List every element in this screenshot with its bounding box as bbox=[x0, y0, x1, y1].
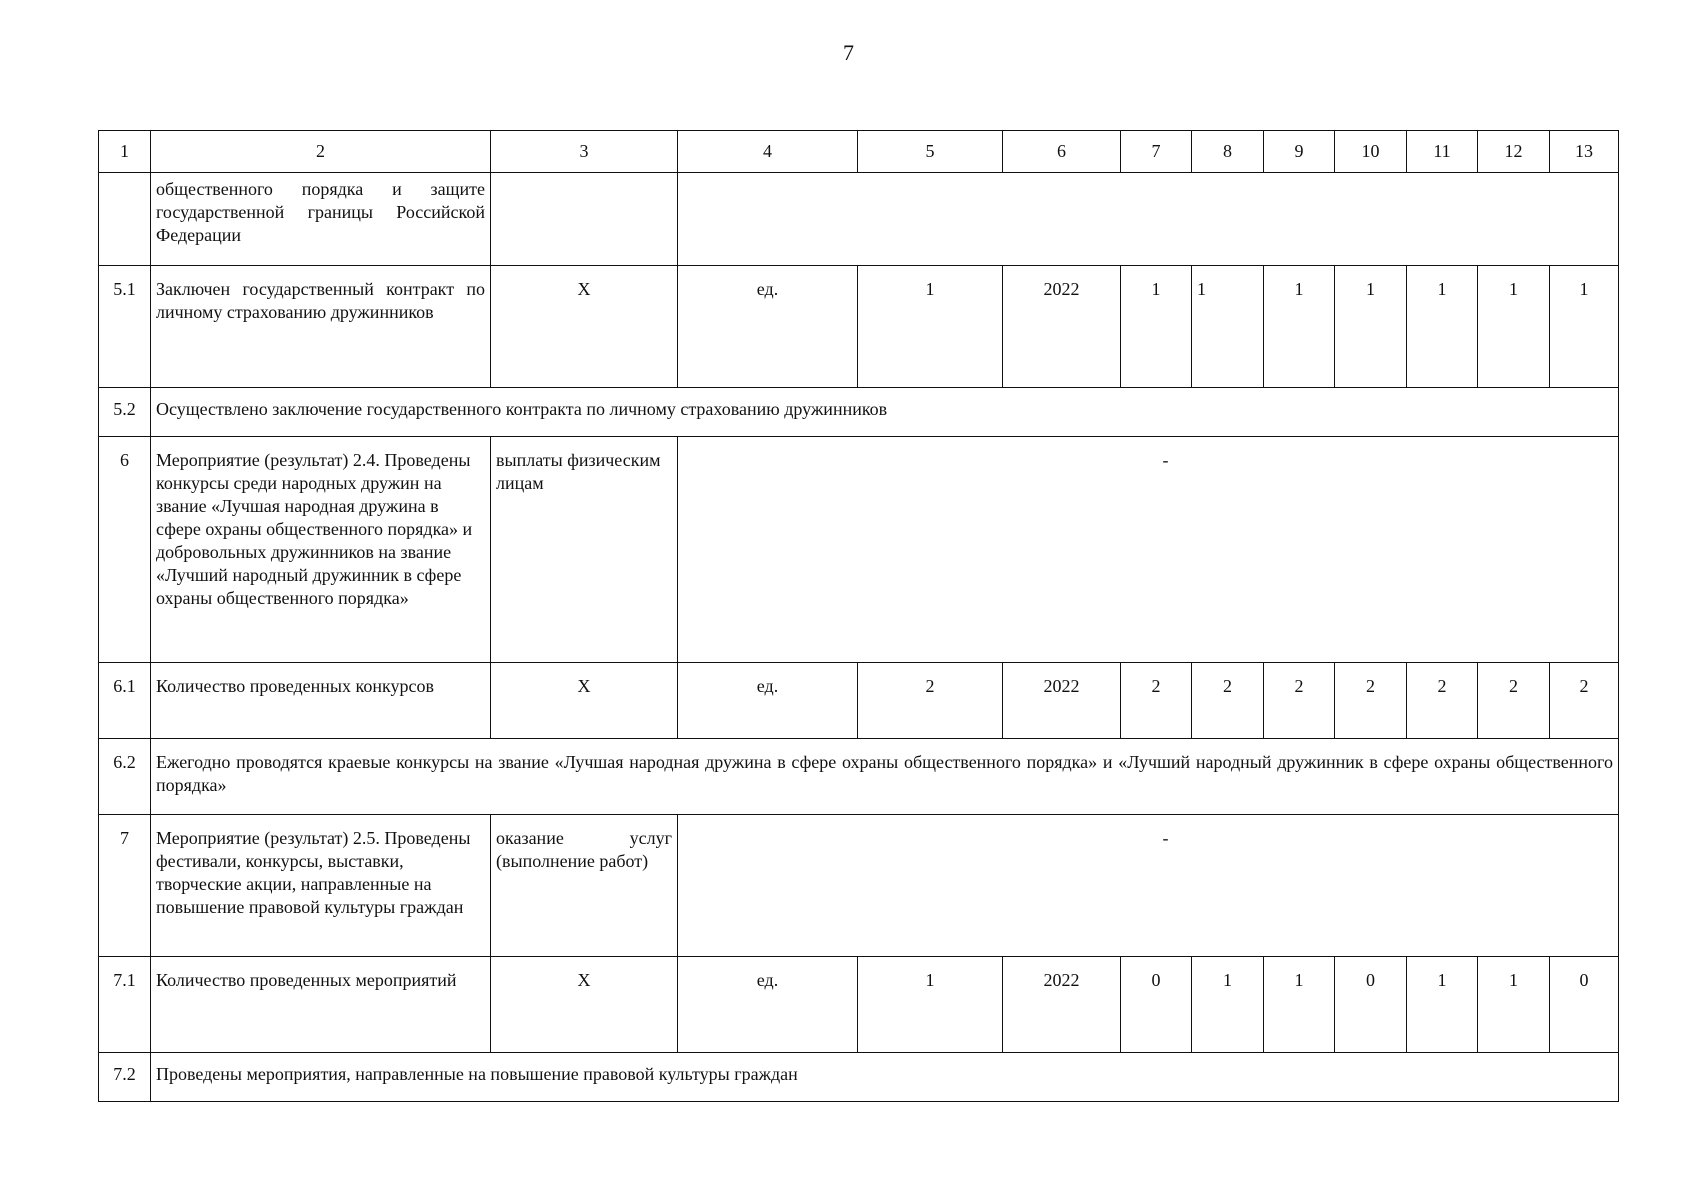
header-cell: 8 bbox=[1192, 131, 1264, 173]
cell-value: 0 bbox=[1550, 957, 1619, 1053]
cell-base-value: 2 bbox=[858, 663, 1003, 739]
table-row bbox=[99, 173, 1619, 266]
header-cell: 1 bbox=[99, 131, 151, 173]
cell-col3: Х bbox=[491, 957, 678, 1053]
cell-base-year: 2022 bbox=[1003, 663, 1121, 739]
cell-value: 2 bbox=[1335, 663, 1407, 739]
cell-value: 1 bbox=[1192, 957, 1264, 1053]
table-row bbox=[99, 437, 1619, 663]
cell-value: 1 bbox=[1550, 266, 1619, 388]
header-cell: 9 bbox=[1264, 131, 1335, 173]
cell-value: 1 bbox=[1478, 266, 1550, 388]
row-number: 7.2 bbox=[99, 1053, 151, 1102]
cell-value: 1 bbox=[1407, 266, 1478, 388]
cell-base-year: 2022 bbox=[1003, 266, 1121, 388]
cell-col3: Х bbox=[491, 266, 678, 388]
row-name: Количество проведенных конкурсов bbox=[151, 663, 491, 739]
table-row bbox=[99, 815, 1619, 957]
cell-base-value: 1 bbox=[858, 957, 1003, 1053]
row-name: Количество проведенных мероприятий bbox=[151, 957, 491, 1053]
table-row bbox=[99, 663, 1619, 739]
header-cell: 13 bbox=[1550, 131, 1619, 173]
row-type: выплаты физическим лицам bbox=[491, 437, 678, 663]
cell-unit: ед. bbox=[678, 663, 858, 739]
cell-value: 1 bbox=[1121, 266, 1192, 388]
table-row bbox=[99, 1053, 1619, 1102]
row-number: 6.1 bbox=[99, 663, 151, 739]
row-text: Ежегодно проводятся краевые конкурсы на звание «Лучшая народная дружина в сфере охраны общественного порядка» и «Лучший народный дружинник в сфере охраны общественного порядка» bbox=[151, 739, 1619, 815]
table-row bbox=[99, 739, 1619, 815]
table-row bbox=[99, 388, 1619, 437]
cell-value: 2 bbox=[1192, 663, 1264, 739]
cell-unit: ед. bbox=[678, 266, 858, 388]
header-cell: 11 bbox=[1407, 131, 1478, 173]
cell-value: 1 bbox=[1335, 266, 1407, 388]
header-cell: 10 bbox=[1335, 131, 1407, 173]
table-header-row bbox=[99, 131, 1619, 173]
row-number: 6 bbox=[99, 437, 151, 663]
cell-value: 2 bbox=[1550, 663, 1619, 739]
row-number: 5.1 bbox=[99, 266, 151, 388]
cell-col3: Х bbox=[491, 663, 678, 739]
row-number: 7.1 bbox=[99, 957, 151, 1053]
cell-base-year: 2022 bbox=[1003, 957, 1121, 1053]
header-cell: 5 bbox=[858, 131, 1003, 173]
row-type: оказание услуг (выполнение работ) bbox=[491, 815, 678, 957]
cell-unit: ед. bbox=[678, 957, 858, 1053]
cell-value: 2 bbox=[1407, 663, 1478, 739]
header-cell: 2 bbox=[151, 131, 491, 173]
table-row bbox=[99, 266, 1619, 388]
cell-value: 2 bbox=[1264, 663, 1335, 739]
row-text: Осуществлено заключение государственного контракта по личному страхованию дружинников bbox=[151, 388, 1619, 437]
cell-value: 1 bbox=[1264, 957, 1335, 1053]
header-cell: 3 bbox=[491, 131, 678, 173]
cell-value: 1 bbox=[1478, 957, 1550, 1053]
table-row bbox=[99, 957, 1619, 1053]
row-name: Мероприятие (результат) 2.5. Проведены фестивали, конкурсы, выставки, творческие акции, направленные на повышение правовой культуры граждан bbox=[151, 815, 491, 957]
cell-base-value: 1 bbox=[858, 266, 1003, 388]
cell-value: 1 bbox=[1264, 266, 1335, 388]
cell-value: 2 bbox=[1121, 663, 1192, 739]
header-cell: 4 bbox=[678, 131, 858, 173]
row-dash: - bbox=[678, 815, 1619, 957]
row-text: Проведены мероприятия, направленные на повышение правовой культуры граждан bbox=[151, 1053, 1619, 1102]
cell-value: 0 bbox=[1335, 957, 1407, 1053]
row-dash: - bbox=[678, 437, 1619, 663]
row-number: 7 bbox=[99, 815, 151, 957]
row-name: Мероприятие (результат) 2.4. Проведены конкурсы среди народных дружин на звание «Лучшая народная дружина в сфере охраны общественного порядка» и добровольных дружинников на звание «Лучший народный дружинник в сфере охраны общественного порядка» bbox=[151, 437, 491, 663]
cell-value: 0 bbox=[1121, 957, 1192, 1053]
header-cell: 6 bbox=[1003, 131, 1121, 173]
cell-value: 2 bbox=[1478, 663, 1550, 739]
header-cell: 7 bbox=[1121, 131, 1192, 173]
row-text: общественного порядка и защите государственной границы Российской Федерации bbox=[151, 173, 491, 266]
row-number: 6.2 bbox=[99, 739, 151, 815]
page-number: 7 bbox=[843, 40, 854, 65]
header-cell: 12 bbox=[1478, 131, 1550, 173]
cell-value: 1 bbox=[1192, 266, 1264, 388]
row-number: 5.2 bbox=[99, 388, 151, 437]
results-table bbox=[98, 130, 1619, 1102]
cell-value: 1 bbox=[1407, 957, 1478, 1053]
row-name: Заключен государственный контракт по личному страхованию дружинников bbox=[151, 266, 491, 388]
